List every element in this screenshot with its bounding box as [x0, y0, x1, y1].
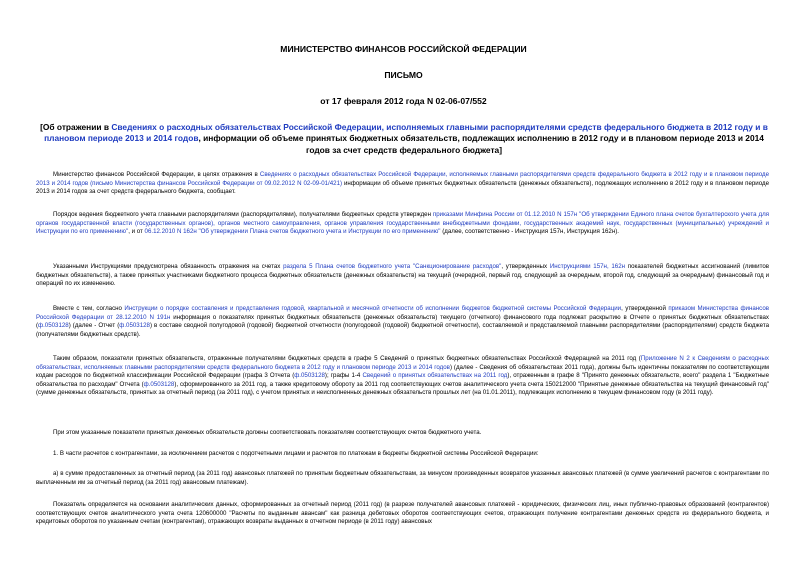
paragraph-text: Вместе с тем, согласно — [53, 305, 125, 312]
document-subject — [36, 122, 772, 156]
paragraph-text: Министерство финансов Российской Федерации, в целях отражения в — [53, 171, 260, 178]
paragraph-text: При этом указанные показатели принятых денежных обязательств должны соответствовать показателям соответствующих счетов бюджетного учета. — [53, 429, 482, 436]
paragraph-5 — [36, 355, 769, 398]
paragraph-text: а) в сумме предоставленных за отчетный период (за 2011 год) авансовых платежей по принятым бюджетным обязательствам, за минусом произведенных возвратов указанных авансовых платежей (в сумме увеличений расчетов с контрагентами по выплаченным им за отчетный период (за 2011 год) авансовым платежам). — [36, 470, 769, 486]
paragraph-text: ) в составе сводной полугодовой (годовой) бюджетной отчетности (полугодовой (годовой) бюджетной отчетности), составляемой и представляемой главными распорядителями (распорядителями) средств бюджета (получателями бюджетных средств). — [36, 322, 769, 338]
document-type: ПИСЬМО — [384, 70, 423, 80]
paragraph-text: Показатель определяется на основании аналитических данных, сформированных за отчетный период (2011 год) (в разрезе получателей авансовых платежей - юридических, физических лиц, иных публично-правовых образований (контрагентов) соответствующих счетов аналитического учета счета 120600000 "Расчеты по выданным авансам" как разница дебетовых оборотов соответствующих счетов, отражающих получение контрагентами денежных средств из федерального бюджета, и кредитовых оборотов по указанным счетам (контрагентам), отражающих возвраты выданных в отчетном периоде (в 2011 году) авансовых — [36, 501, 769, 526]
paragraph-text: информации об объеме принятых бюджетных обязательств (денежных обязательств), подлежащих исполнению в 2012 году и в плановом периоде 2013 и 2014 годов за счет средств федерального бюджета, сообщает. — [36, 179, 769, 196]
doc-link[interactable]: Приложение N 2 к Сведениям о расходных обязательствах, исполняемых главными распорядителями средств федерального бюджета в 2012 году и плановом периоде 2013 и 2014 годов — [36, 355, 769, 371]
paragraph-text: Указанными Инструкциями предусмотрена обязанность отражения на счетах — [53, 263, 284, 270]
paragraph-8 — [36, 470, 769, 487]
doc-link[interactable]: Сведениях о расходных обязательствах Российской Федерации, исполняемых главными распорядителями средств федерального бюджета в 2012 году и в плановом периоде 2013 и 2014 годов (письмо Министерства финансов Российской Федерации от 09.02.2012 N 02-09-01/421) — [36, 171, 769, 187]
paragraph-text: ); графы 1-4 — [324, 372, 363, 380]
form-link[interactable]: ф.0503128 — [38, 322, 69, 330]
paragraph-text: Порядок ведения бюджетного учета главными распорядителями (распорядителями), получателями бюджетных средств утвержден — [53, 211, 433, 218]
paragraph-7 — [36, 450, 769, 459]
paragraph-text: информация о показателях принятых бюджетных обязательств (денежных обязательств) текущего (отчетного) финансового года подлежат раскрытию в Отчете о принятых бюджетных обязательствах ( — [36, 313, 769, 330]
paragraph-9 — [36, 501, 769, 527]
form-link[interactable]: ф.0503128 — [294, 372, 325, 380]
doc-link[interactable]: 06.12.2010 N 162н "Об утверждении Плана счетов бюджетного учета и Инструкции по его применению" — [144, 228, 441, 236]
paragraph-text: , утвержденных — [501, 263, 550, 270]
paragraph-text: показателей бюджетных ассигнований (лимитов бюджетных обязательств), а также принятых участниками бюджетного процесса бюджетных обязательств (денежных обязательств) на текущий (очередной, первый год, следующий за очередным, второй год, следующий за очередным) финансовый год и операций по их изменению. — [36, 263, 769, 288]
document-date-number: от 17 февраля 2012 года N 02-06-07/552 — [320, 96, 487, 106]
form-link[interactable]: ф.0503128 — [119, 322, 150, 330]
paragraph-text: , утвержденной — [621, 305, 669, 312]
paragraph-3 — [36, 263, 769, 289]
paragraph-6 — [36, 429, 769, 438]
subject-prefix: [Об отражении в — [40, 122, 112, 132]
paragraph-text: , и от — [128, 228, 145, 236]
subject-suffix: , информации об объеме принятых бюджетных обязательств, подлежащих исполнению в 2012 году и в плановом периоде 2013 и 2014 годов за счет средств федерального бюджета] — [198, 133, 764, 155]
doc-link[interactable]: Инструкции о порядке составления и представления годовой, квартальной и месячной отчетности об исполнении бюджетов бюджетной системы Российской Федерации — [124, 305, 622, 312]
paragraph-text: ), отраженным в графе 8 "Принято денежных обязательств, всего" раздела 1 "Бюджетные обязательства по расходам" Отчета ( — [36, 372, 770, 388]
doc-link[interactable]: Сведений о принятых обязательствах на 2011 год — [362, 372, 508, 380]
doc-link[interactable]: приказом Министерства финансов Российской Федерации от 28.12.2010 N 191н — [36, 305, 769, 321]
doc-link[interactable]: приказами Минфина России от 01.12.2010 N 157н "Об утверждении Единого плана счетов бухгалтерского учета для органов государственной власти (государственных органов), органов местного самоуправления, органов управления государственными внебюджетными фондами, государственных академий наук, государственных (муниципальных) учреждений и Инструкции по его применению" — [36, 211, 769, 236]
paragraph-text: 1. В части расчетов с контрагентами, за исключением расчетов с подотчетными лицами и расчетов по платежам в бюджеты бюджетной системы Российской Федерации: — [53, 450, 539, 457]
paragraph-text: (далее, соответственно - Инструкция 157н, Инструкция 162н). — [440, 228, 619, 236]
paragraph-1 — [36, 171, 769, 197]
paragraph-text: Таким образом, показатели принятых обязательств, отраженные получателями бюджетных средств в графе 5 Сведений о принятых бюджетных обязательствах Российской Федерацией на 2011 год ( — [53, 355, 641, 362]
doc-link[interactable]: Инструкциями 157н, 162н — [549, 263, 626, 270]
paragraph-text: ), сформированного за 2011 год, а также кредитовому обороту за 2011 год соответствующих счетов аналитического учета счета 150212000 "Принятые денежные обязательства на текущий финансовый год" (сумме денежных обязательств, принятых за отчетный период (за 2011 год), с учетом принятых и неисполненных денежных обязательств прошлых лет (на 01.01.2011), подлежащих исполнению в текущем финансовом году (в 2011 году). — [36, 380, 769, 397]
subject-link[interactable]: Сведениях о расходных обязательствах Российской Федерации, исполняемых главными распорядителями средств федерального бюджета в 2012 году и в плановом периоде 2013 и 2014 годов — [44, 122, 768, 144]
ministry-heading: МИНИСТЕРСТВО ФИНАНСОВ РОССИЙСКОЙ ФЕДЕРАЦИИ — [280, 44, 527, 54]
paragraph-2 — [36, 211, 769, 237]
paragraph-4 — [36, 305, 769, 339]
paragraph-text: ) (далее - Сведения об обязательствах 2011 года), должны быть идентичны показателям по соответствующим кодам расходов по бюджетной классификации Российской Федерации (графа 3 Отчета ( — [36, 363, 769, 380]
doc-link[interactable]: раздела 5 Плана счетов бюджетного учета "Санкционирование расходов" — [283, 263, 502, 270]
paragraph-text: ) (далее - Отчет ( — [68, 322, 120, 330]
form-link[interactable]: ф.0503128 — [143, 380, 175, 388]
